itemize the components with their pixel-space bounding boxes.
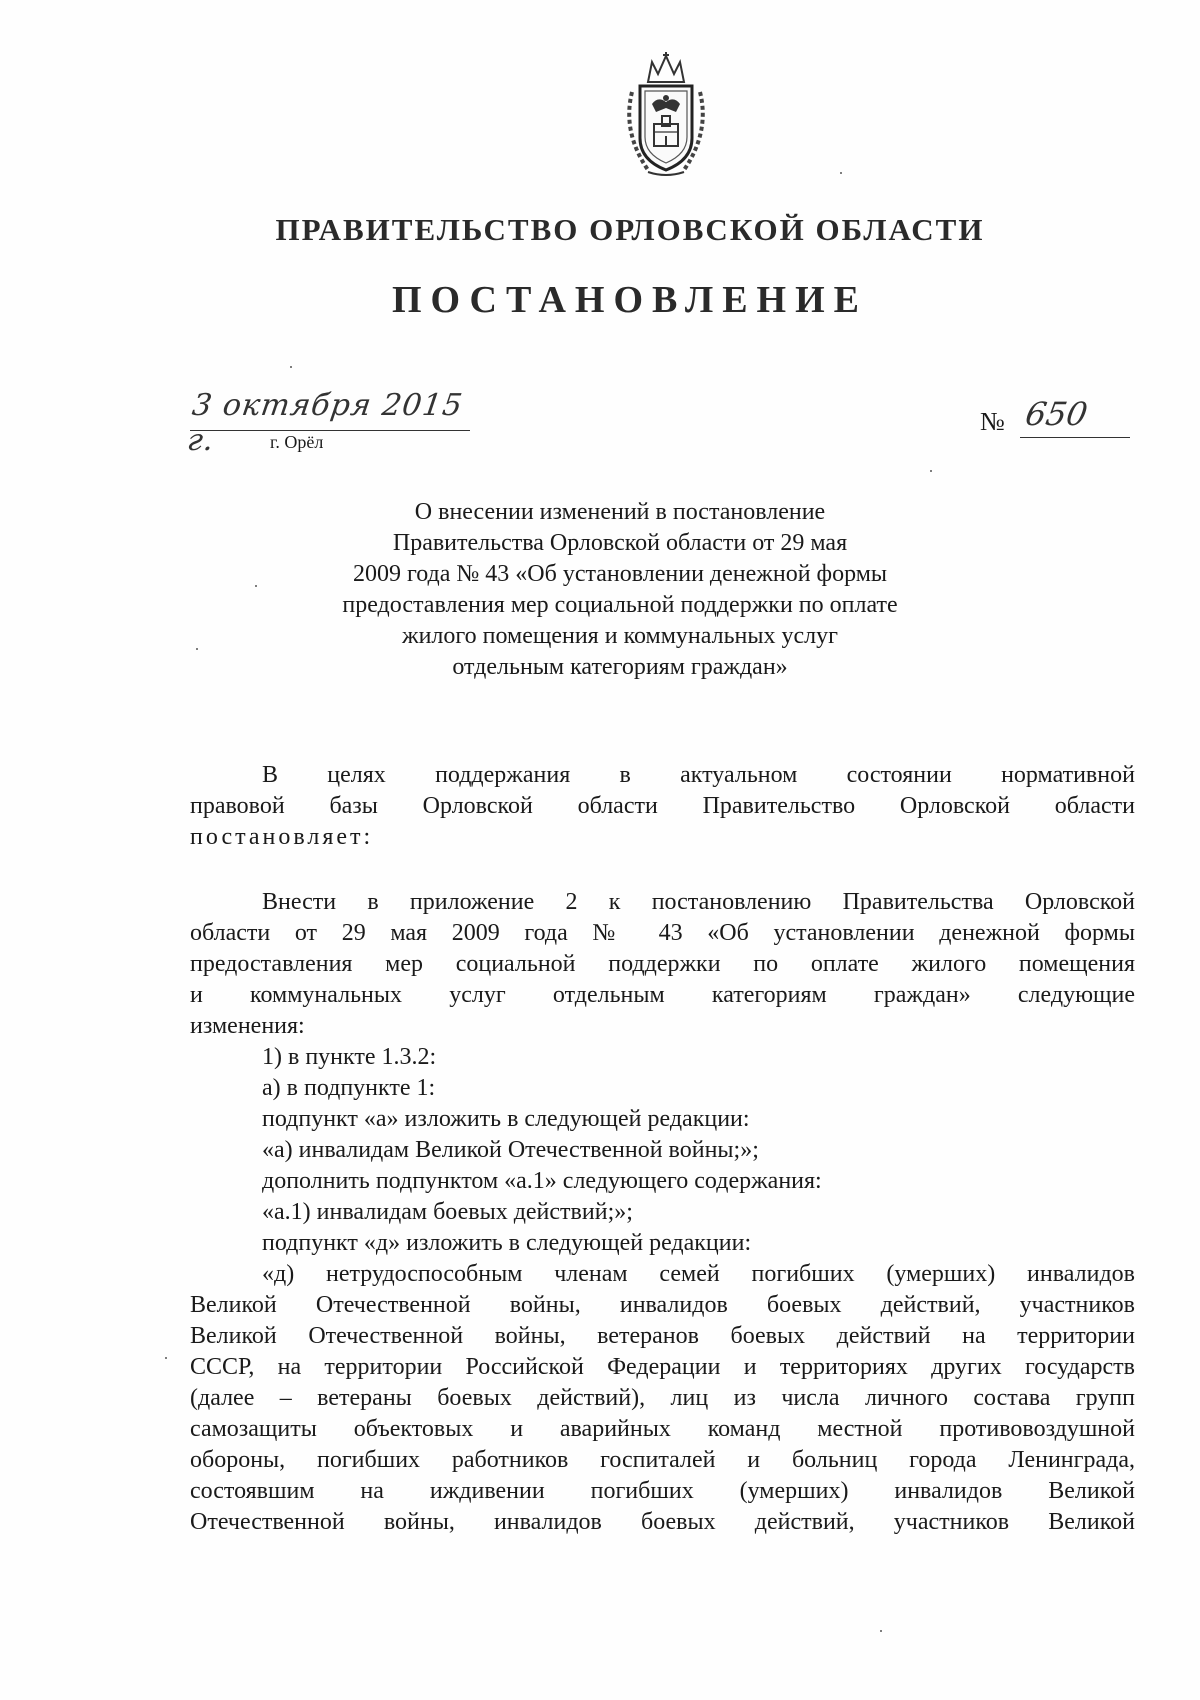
subject-line: предоставления мер социальной поддержки по оплате bbox=[342, 592, 898, 618]
preamble-word: состоянии bbox=[846, 762, 952, 788]
final-line: СССР, на территории Российской Федерации и территориях других государств bbox=[190, 1354, 1135, 1380]
preamble-word: нормативной bbox=[1001, 762, 1135, 788]
preamble-word: целях bbox=[327, 762, 386, 788]
preamble-line-3: постановляет: bbox=[190, 824, 374, 850]
final-line: обороны, погибших работников госпиталей и больниц города Ленинграда, bbox=[190, 1447, 1135, 1473]
number-underline bbox=[1020, 437, 1130, 438]
subject-line: 2009 года № 43 «Об установлении денежной формы bbox=[352, 561, 888, 587]
scan-speck bbox=[930, 470, 932, 472]
final-line: «д) нетрудоспособным членам семей погибших (умерших) инвалидов bbox=[262, 1261, 1135, 1287]
intro-line: и коммунальных услуг отдельным категориям граждан» следующие bbox=[190, 982, 1135, 1008]
preamble-paragraph bbox=[190, 760, 1135, 853]
organization-title: ПРАВИТЕЛЬСТВО ОРЛОВСКОЙ ОБЛАСТИ bbox=[275, 212, 985, 247]
scan-speck bbox=[255, 585, 257, 587]
scan-speck bbox=[196, 648, 198, 650]
list-item: а) в подпункте 1: bbox=[262, 1075, 436, 1101]
intro-line: Внести в приложение 2 к постановлению Правительства Орловской bbox=[262, 889, 1135, 915]
list-item: подпункт «д» изложить в следующей редакции: bbox=[262, 1230, 752, 1256]
preamble-line-2: правовой базы Орловской области Правительство Орловской области bbox=[190, 793, 1135, 819]
list-item: «а) инвалидам Великой Отечественной войны;»; bbox=[262, 1137, 759, 1163]
scan-speck bbox=[165, 1357, 167, 1359]
final-line: Великой Отечественной войны, инвалидов боевых действий, участников bbox=[190, 1292, 1135, 1318]
scan-speck bbox=[290, 366, 292, 368]
subject-line: Правительства Орловской области от 29 мая bbox=[392, 530, 848, 556]
document-type-title: ПОСТАНОВЛЕНИЕ bbox=[391, 279, 869, 321]
intro-line: предоставления мер социальной поддержки по оплате жилого помещения bbox=[190, 951, 1135, 977]
list-item: дополнить подпунктом «а.1» следующего содержания: bbox=[262, 1168, 822, 1194]
list-item: подпункт «а» изложить в следующей редакции: bbox=[262, 1106, 750, 1132]
subject-line: О внесении изменений в постановление bbox=[414, 499, 826, 525]
final-line: самозащиты объектовых и аварийных команд местной противовоздушной bbox=[190, 1416, 1135, 1442]
document-number-field bbox=[980, 395, 1130, 443]
handwritten-date: 3 октября 2015 г. bbox=[185, 388, 466, 458]
final-line: Отечественной войны, инвалидов боевых действий, участников Великой bbox=[190, 1509, 1135, 1535]
final-line: (далее – ветераны боевых действий), лиц из числа личного состава групп bbox=[190, 1385, 1135, 1411]
main-paragraph bbox=[190, 887, 1135, 1538]
preamble-word: актуальном bbox=[680, 762, 798, 788]
document-subject bbox=[300, 497, 940, 683]
subject-line: жилого помещения и коммунальных услуг bbox=[401, 623, 838, 649]
final-line: Великой Отечественной войны, ветеранов боевых действий на территории bbox=[190, 1323, 1135, 1349]
intro-line: изменения: bbox=[190, 1013, 305, 1039]
list-item: 1) в пункте 1.3.2: bbox=[262, 1044, 437, 1070]
handwritten-number: 650 bbox=[1022, 395, 1091, 433]
preamble-word: В bbox=[262, 762, 279, 788]
preamble-line-1 bbox=[190, 760, 1135, 791]
subject-line: отдельным категориям граждан» bbox=[452, 654, 788, 680]
scan-speck bbox=[840, 172, 842, 174]
coat-of-arms-icon bbox=[618, 52, 714, 180]
date-underline bbox=[190, 430, 470, 431]
scan-speck bbox=[880, 1630, 882, 1632]
preamble-word: в bbox=[619, 762, 631, 788]
city-label: г. Орёл bbox=[270, 432, 324, 452]
final-line: состоявшим на иждивении погибших (умерших) инвалидов Великой bbox=[190, 1478, 1135, 1504]
number-sign: № bbox=[980, 407, 1005, 436]
intro-line: области от 29 мая 2009 года № 43 «Об установлении денежной формы bbox=[190, 920, 1135, 946]
preamble-word: поддержания bbox=[435, 762, 571, 788]
list-item: «а.1) инвалидам боевых действий;»; bbox=[262, 1199, 633, 1225]
